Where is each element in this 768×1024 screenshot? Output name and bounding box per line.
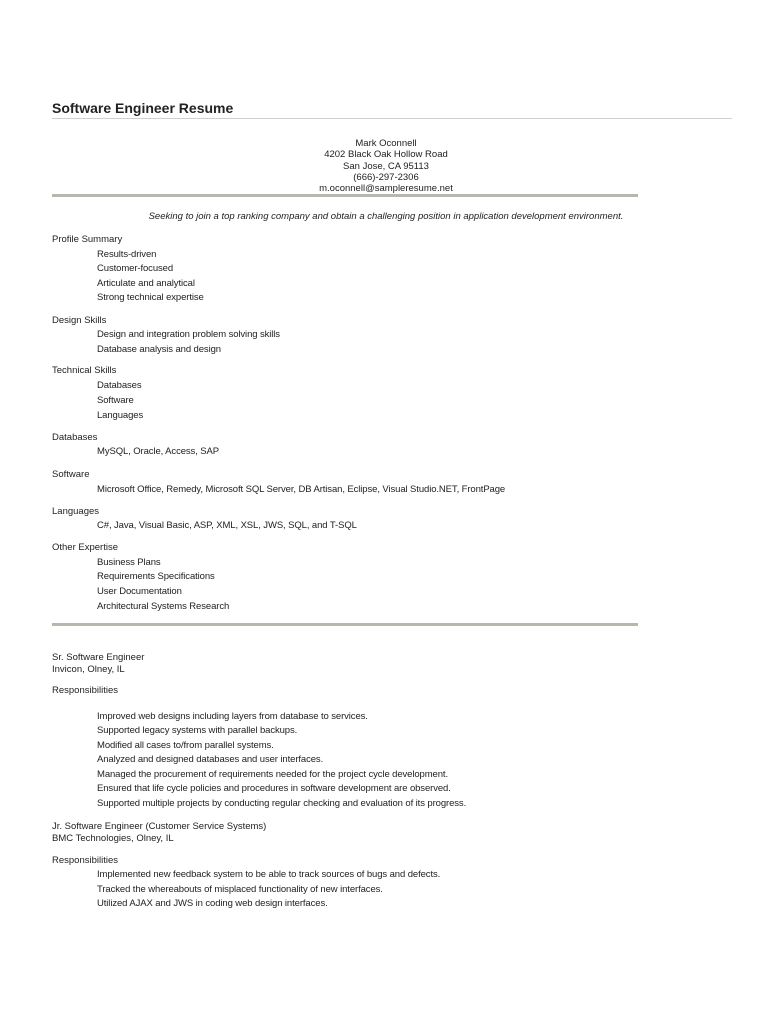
- profile-summary-item: Customer-focused: [97, 263, 174, 274]
- other-expertise-item: User Documentation: [97, 586, 182, 597]
- resume-title: Software Engineer Resume: [52, 100, 234, 116]
- design-skills-item: Design and integration problem solving skills: [97, 329, 280, 340]
- other-expertise-heading: Other Expertise: [52, 542, 118, 553]
- databases-value: MySQL, Oracle, Access, SAP: [97, 446, 219, 457]
- other-expertise-item: Business Plans: [97, 557, 161, 568]
- contact-name: Mark Oconnell: [355, 138, 417, 149]
- job-position: Sr. Software Engineer: [52, 652, 145, 663]
- job-company: Invicon, Olney, IL: [52, 664, 125, 675]
- responsibilities-heading: Responsibilities: [52, 685, 119, 696]
- objective-statement: Seeking to join a top ranking company and obtain a challenging position in application development environment.: [148, 211, 624, 222]
- technical-skills-item: Languages: [97, 410, 144, 421]
- title-divider: [52, 118, 732, 119]
- responsibility-item: Improved web designs including layers from database to services.: [97, 711, 368, 722]
- responsibility-item: Modified all cases to/from parallel systems.: [97, 740, 274, 751]
- responsibility-item: Supported legacy systems with parallel backups.: [97, 725, 298, 736]
- profile-summary-heading: Profile Summary: [52, 234, 123, 245]
- responsibilities-heading: Responsibilities: [52, 855, 119, 866]
- contact-block: [52, 138, 720, 194]
- responsibility-item: Analyzed and designed databases and user interfaces.: [97, 754, 324, 765]
- responsibility-item: Utilized AJAX and JWS in coding web design interfaces.: [97, 898, 328, 909]
- responsibility-item: Ensured that life cycle policies and procedures in software development are observed.: [97, 783, 451, 794]
- technical-skills-item: Software: [97, 395, 134, 406]
- profile-summary-item: Strong technical expertise: [97, 292, 204, 303]
- technical-skills-heading: Technical Skills: [52, 365, 117, 376]
- design-skills-item: Database analysis and design: [97, 344, 221, 355]
- design-skills-heading: Design Skills: [52, 315, 107, 326]
- languages-value: C#, Java, Visual Basic, ASP, XML, XSL, JWS, SQL, and T-SQL: [97, 520, 357, 531]
- other-expertise-item: Architectural Systems Research: [97, 601, 230, 612]
- section-divider-experience: [52, 623, 638, 626]
- job-position: Jr. Software Engineer (Customer Service Systems): [52, 821, 267, 832]
- contact-phone: (666)-297-2306: [353, 171, 419, 183]
- contact-street: 4202 Black Oak Hollow Road: [324, 149, 448, 161]
- responsibility-item: Tracked the whereabouts of misplaced functionality of new interfaces.: [97, 884, 383, 895]
- technical-skills-item: Databases: [97, 380, 142, 391]
- job-company: BMC Technologies, Olney, IL: [52, 833, 174, 844]
- responsibility-item: Implemented new feedback system to be able to track sources of bugs and defects.: [97, 869, 441, 880]
- section-divider-top: [52, 194, 638, 197]
- software-value: Microsoft Office, Remedy, Microsoft SQL Server, DB Artisan, Eclipse, Visual Studio.NET, FrontPage: [97, 484, 506, 495]
- other-expertise-item: Requirements Specifications: [97, 571, 215, 582]
- databases-heading: Databases: [52, 432, 98, 443]
- software-heading: Software: [52, 469, 90, 480]
- profile-summary-item: Results-driven: [97, 249, 157, 260]
- responsibility-item: Supported multiple projects by conducting regular checking and evaluation of its progress.: [97, 798, 467, 809]
- responsibility-item: Managed the procurement of requirements needed for the project cycle development.: [97, 769, 448, 780]
- profile-summary-item: Articulate and analytical: [97, 278, 195, 289]
- contact-email: m.oconnell@sampleresume.net: [319, 183, 453, 195]
- languages-heading: Languages: [52, 506, 100, 517]
- contact-city: San Jose, CA 95113: [343, 160, 429, 172]
